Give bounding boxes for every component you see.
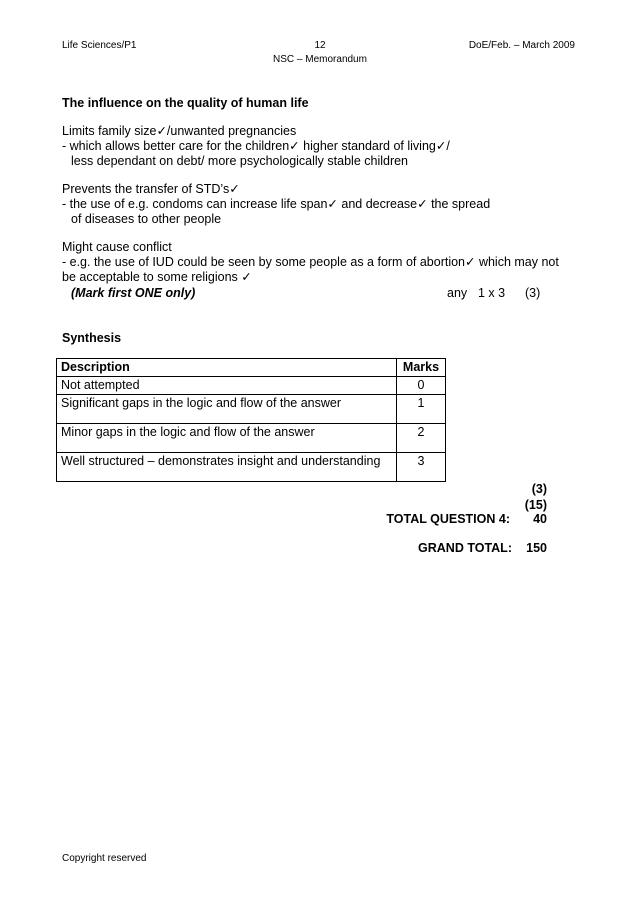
- header-right: DoE/Feb. – March 2009: [468, 40, 575, 51]
- table-row: [57, 453, 446, 482]
- row-description: Minor gaps in the logic and flow of the answer: [57, 424, 397, 453]
- table-row: [57, 377, 446, 395]
- total-question-label: TOTAL QUESTION 4:: [386, 512, 510, 526]
- subtotal-mark: (15): [524, 498, 547, 512]
- section-heading: The influence on the quality of human life: [62, 96, 309, 110]
- point-1-line-1: Limits family size✓/unwanted pregnancies: [62, 124, 297, 138]
- grand-total-label: GRAND TOTAL:: [418, 541, 512, 555]
- point-3-line-2: - e.g. the use of IUD could be seen by some people as a form of abortion✓ which may not: [62, 255, 559, 269]
- row-description: Significant gaps in the logic and flow of the answer: [57, 395, 397, 424]
- header-description: Description: [57, 359, 397, 377]
- synthesis-table: [56, 358, 446, 482]
- row-description: Not attempted: [57, 377, 397, 395]
- row-marks: 0: [397, 377, 446, 395]
- synthesis-heading: Synthesis: [62, 331, 122, 345]
- footer-copyright: Copyright reserved: [62, 853, 147, 864]
- mark-any: any: [447, 286, 468, 300]
- mark-note: (Mark first ONE only): [71, 286, 196, 300]
- mark-value: (3): [525, 286, 541, 300]
- table-header-row: [57, 359, 446, 377]
- mark-formula: 1 x 3: [478, 286, 506, 300]
- row-marks: 3: [397, 453, 446, 482]
- point-2-line-3: of diseases to other people: [71, 212, 222, 226]
- table-row: [57, 395, 446, 424]
- table-row: [57, 424, 446, 453]
- synthesis-mark: (3): [531, 482, 547, 496]
- page-number: 12: [314, 40, 326, 51]
- point-1-line-2: - which allows better care for the children✓ higher standard of living✓/: [62, 139, 450, 153]
- point-3-line-1: Might cause conflict: [62, 240, 172, 254]
- row-marks: 1: [397, 395, 446, 424]
- point-2-line-2: - the use of e.g. condoms can increase life span✓ and decrease✓ the spread: [62, 197, 491, 211]
- point-2-line-1: Prevents the transfer of STD’s✓: [62, 182, 240, 196]
- header-marks: Marks: [397, 359, 446, 377]
- header-subtitle: NSC – Memorandum: [273, 54, 367, 65]
- row-marks: 2: [397, 424, 446, 453]
- header-left: Life Sciences/P1: [62, 40, 137, 51]
- point-1-line-3: less dependant on debt/ more psychologically stable children: [71, 154, 409, 168]
- total-question-value: 40: [533, 512, 547, 526]
- grand-total-value: 150: [526, 541, 547, 555]
- point-3-line-3: be acceptable to some religions ✓: [62, 270, 252, 284]
- row-description: Well structured – demonstrates insight and understanding: [57, 453, 397, 482]
